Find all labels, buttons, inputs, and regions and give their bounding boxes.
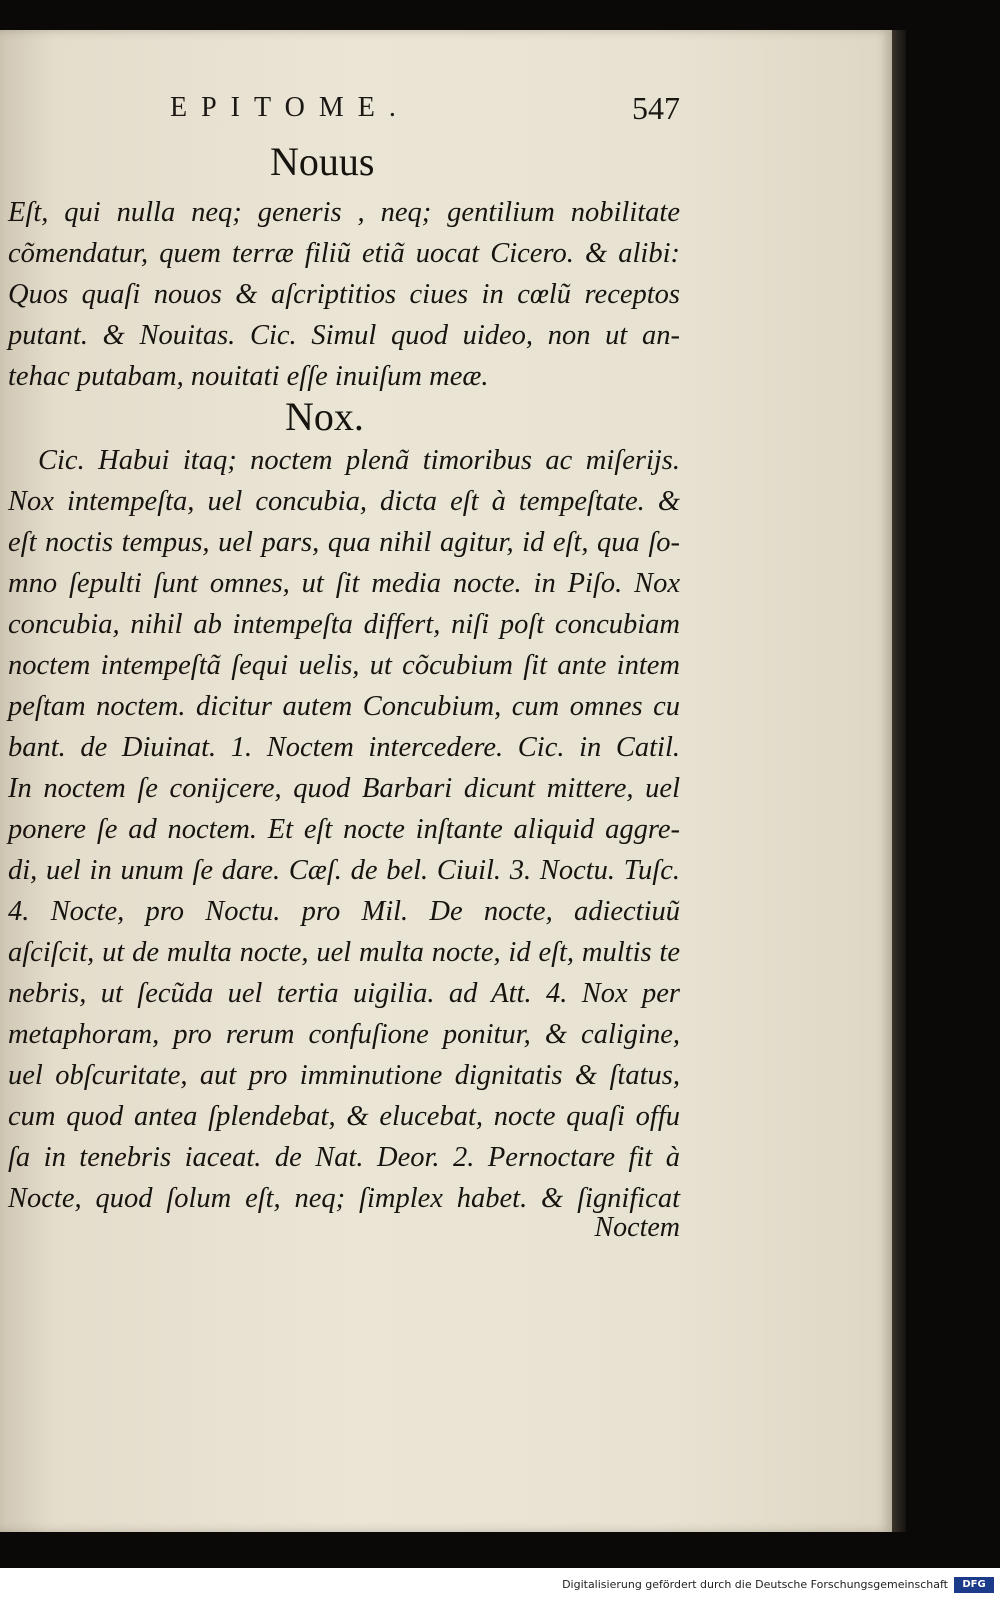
page-number: 547	[632, 90, 680, 126]
text-line: eſt noctis tempus, uel pars, qua nihil agitur, id eſt, qua ſo-	[8, 527, 680, 558]
footer	[0, 1575, 1000, 1595]
text-line: mno ſepulti ſunt omnes, ut ſit media nocte. in Piſo. Nox	[8, 568, 680, 599]
text-line: Quos quaſi nouos & aſcriptitios ciues in cœlũ receptos	[8, 279, 680, 310]
page-header	[160, 88, 680, 138]
running-head: EPITOME.	[170, 92, 410, 123]
text-line: nebris, ut ſecũda uel tertia uigilia. ad Att. 4. Nox per	[8, 978, 680, 1009]
dfg-logo-icon: DFG	[954, 1577, 994, 1593]
text-line: tehac putabam, nouitati eſſe inuiſum meæ.	[8, 361, 489, 392]
text-line: Nocte, quod ſolum eſt, neq; ſimplex habet. & ſignificat	[8, 1183, 680, 1214]
text-line: 4. Nocte, pro Noctu. pro Mil. De nocte, adiectiuũ	[8, 896, 680, 927]
entry-nox-text	[8, 440, 680, 1219]
text-line: putant. & Nouitas. Cic. Simul quod uideo, non ut an-	[8, 320, 680, 351]
text-line: uel obſcuritate, aut pro imminutione dignitatis & ſtatus,	[8, 1060, 680, 1091]
text-line: concubia, nihil ab intempeſta differt, niſi poſt concubiam	[8, 609, 680, 640]
text-line: bant. de Diuinat. 1. Noctem intercedere. Cic. in Catil.	[8, 732, 680, 763]
text-line: Nox intempeſta, uel concubia, dicta eſt à tempeſtate. &	[8, 486, 680, 517]
text-line: peſtam noctem. dicitur autem Concubium, cum omnes cu	[8, 691, 680, 722]
text-line: aſciſcit, ut de multa nocte, uel multa nocte, id eſt, multis te	[8, 937, 680, 968]
text-line: metaphoram, pro rerum confuſione ponitur, & caligine,	[8, 1019, 680, 1050]
text-line: di, uel in unum ſe dare. Cæſ. de bel. Ciuil. 3. Noctu. Tuſc.	[8, 855, 680, 886]
text-line: ſa in tenebris iaceat. de Nat. Deor. 2. Pernoctare fit à	[8, 1142, 680, 1173]
text-line: In noctem ſe conijcere, quod Barbari dicunt mittere, uel	[8, 773, 680, 804]
page-edge	[892, 30, 906, 1532]
text-line: Eſt, qui nulla neq; generis , neq; gentilium nobilitate	[8, 197, 680, 228]
text-line: noctem intempeſtã ſequi uelis, ut cõcubium ſit ante intem	[8, 650, 680, 681]
digitization-credit: Digitalisierung gefördert durch die Deutsche Forschungsgemeinschaft	[562, 1578, 948, 1591]
text-line: ponere ſe ad noctem. Et eſt nocte inſtante aliquid aggre-	[8, 814, 680, 845]
lemma-nox: Nox.	[285, 394, 364, 439]
entry-novus-text	[8, 192, 680, 397]
text-line: cum quod antea ſplendebat, & elucebat, nocte quaſi offu	[8, 1101, 680, 1132]
catchword: Noctem	[594, 1212, 680, 1243]
text-line: Cic. Habui itaq; noctem plenã timoribus ac miſerijs.	[38, 445, 680, 476]
text-line: cõmendatur, quem terræ filiũ etiã uocat Cicero. & alibi:	[8, 238, 680, 269]
lemma-novus: Nouus	[270, 139, 375, 184]
